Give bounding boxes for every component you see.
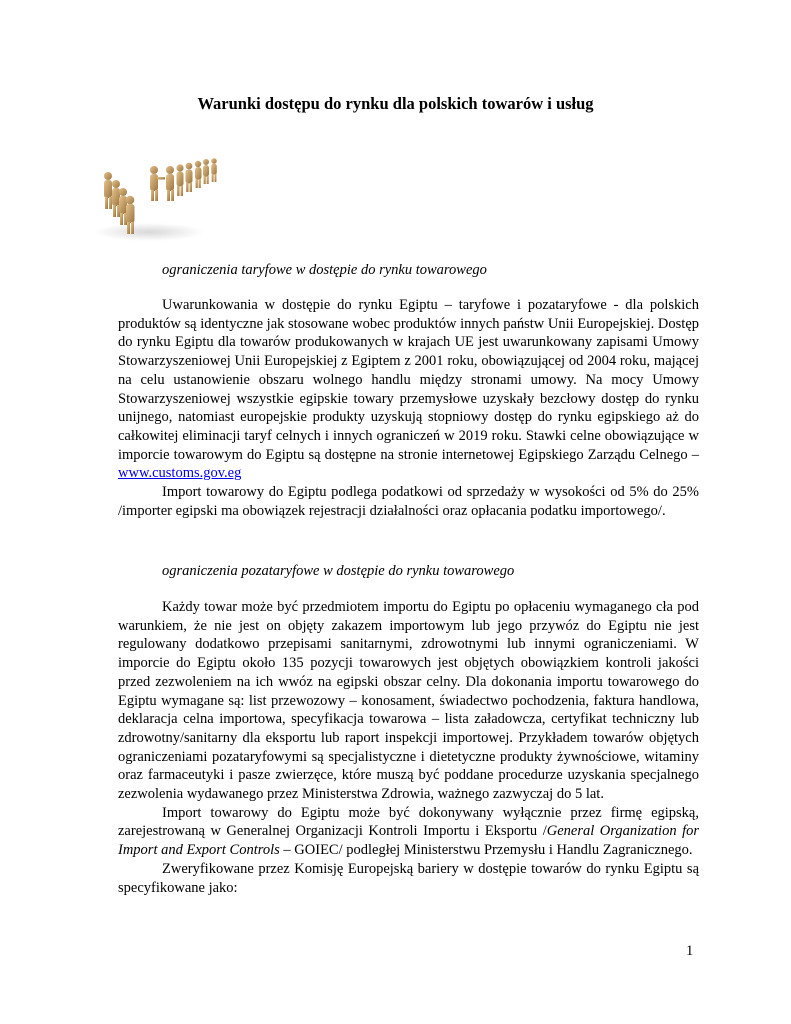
paragraph-text: Uwarunkowania w dostępie do rynku Egiptu – taryfowe i pozataryfowe - dla polskich produktów są identyczne jak stosowane wobec produktów innych państw Unii Europejskiej. Dostęp do rynku Egiptu dla towarów produkowanych w krajach UE jest uwarunkowany zapisami Umowy Stowarzyszeniowej Unii Europejskiej z Egiptem z 2001 roku, obowiązującej od 2004 roku, mającej na celu ustanowienie obszaru wolnego handlu między stronami umowy. Na mocy Umowy Stowarzyszeniowej wszystkie egipskie towary przemysłowe uzyskały bezcłowy dostęp do rynku unijnego, natomiast europejskie produkty uzyskują stopniowy dostęp do rynku egipskiego aż do całkowitej eliminacji taryf celnych i innych ograniczeń w 2019 roku. Stawki celne obowiązujące w imporcie towarowym do Egiptu są dostępne na stronie internetowej Egipskiego Zarządu Celnego – xyxy=(118,297,699,463)
paragraph: Każdy towar może być przedmiotem importu do Egiptu po opłaceniu wymaganego cła pod warunkiem, że nie jest on objęty zakazem importowym lub jego przywóz do Egiptu nie jest regulowany dodatkowo przepisami sanitarnymi, zdrowotnymi lub innymi ograniczeniami. W imporcie do Egiptu około 135 pozycji towarowych jest objętych obowiązkiem kontroli jakości przed zezwoleniem na ich wwóz na egipski obszar celny. Dla dokonania importu towarowego do Egiptu wymagane są: list przewozowy – konosament, świadectwo pochodzenia, faktura handlowa, deklaracja celna importowa, specyfikacja towarowa – lista załadowcza, certyfikat techniczny lub zdrowotny/sanitarny dla eksportu lub raport inspekcji importowej. Przykładem towarów objętych ograniczeniami pozataryfowymi są specjalistyczne i dietetyczne produkty żywnościowe, witaminy oraz farmaceutyki i pasze zwierzęce, które muszą być poddane procedurze uzyskania specjalnego zezwolenia wydawanego przez Ministerstwa Zdrowia, ważnego zazwyczaj do 5 lat. xyxy=(118,599,699,803)
paragraph-text: Import towarowy do Egiptu może być dokonywany wyłącznie przez firmę egipską, zarejestrowaną w Generalnej Organizacji Kontroli Importu i Eksportu / xyxy=(118,804,699,840)
paragraph: Zweryfikowane przez Komisję Europejską bariery w dostępie towarów do rynku Egiptu są specyfikowane jako: xyxy=(118,860,699,896)
section-tariff-body xyxy=(118,296,699,520)
page-title: Warunki dostępu do rynku dla polskich towarów i usług xyxy=(197,94,594,113)
section-heading-nontariff: ograniczenia pozataryfowe w dostępie do rynku towarowego xyxy=(162,563,515,579)
customs-website-link[interactable]: www.customs.gov.eg xyxy=(118,465,242,482)
section-nontariff-body xyxy=(118,598,699,897)
organization-name-italic: General Organization for Import and Export Controls xyxy=(118,823,699,859)
paragraph: Import towarowy do Egiptu podlega podatkowi od sprzedaży w wysokości od 5% do 25% /importer egipski ma obowiązek rejestracji działalności oraz opłacania podatku importowego/. xyxy=(118,484,699,519)
page-number: 1 xyxy=(686,943,694,959)
section-heading-tariff: ograniczenia taryfowe w dostępie do rynku towarowego xyxy=(162,262,487,278)
business-people-illustration xyxy=(94,150,234,242)
paragraph xyxy=(118,804,699,860)
paragraph xyxy=(118,296,699,483)
paragraph-text: – GOIEC/ podległej Ministerstwu Przemysłu i Handlu Zagranicznego. xyxy=(279,842,693,859)
